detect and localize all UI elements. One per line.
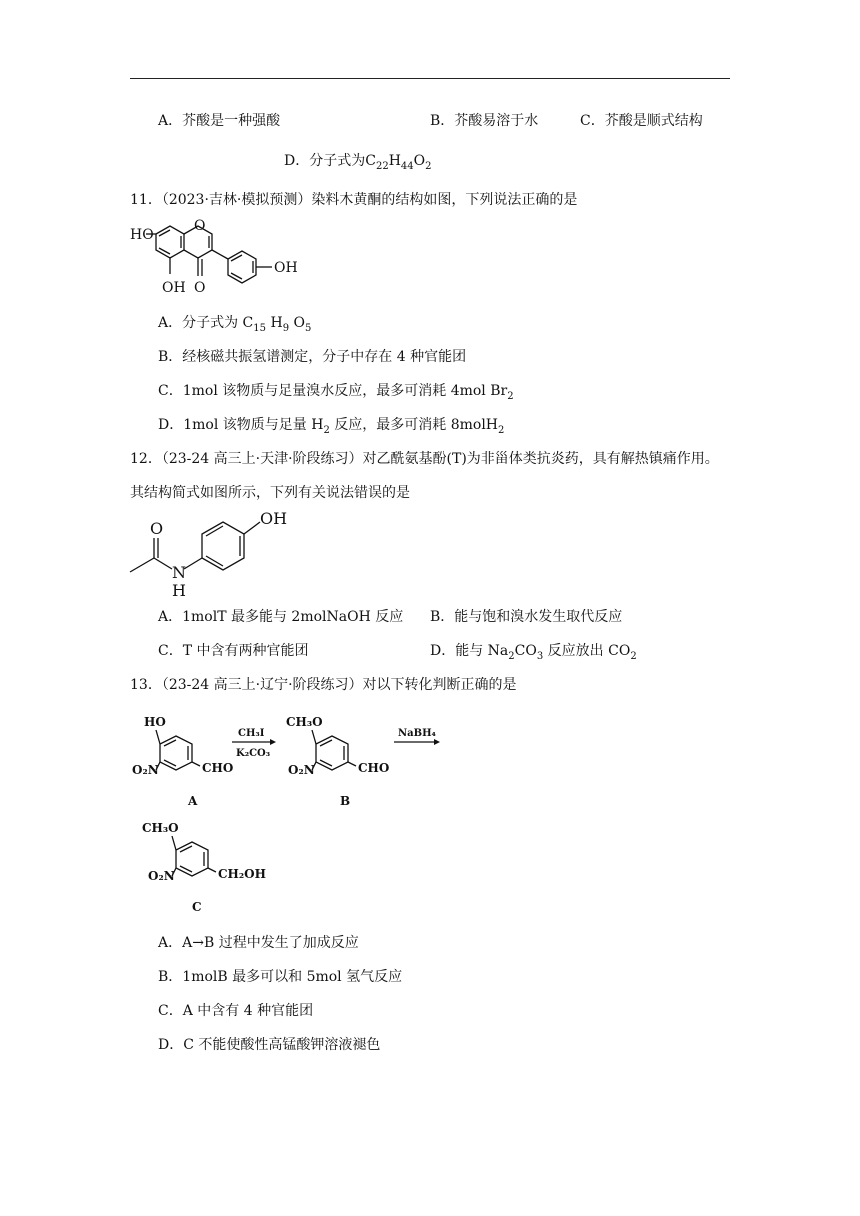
oh-left-label: HO	[130, 227, 154, 243]
q10-option-a[interactable]: A．芥酸是一种强酸	[158, 113, 281, 129]
b-o2n-label: O₂N	[288, 763, 315, 777]
q11-option-d[interactable]	[158, 415, 504, 437]
c-ch3o-label: CH₃O	[142, 821, 179, 835]
reaction-scheme	[128, 712, 468, 922]
q11-stem: 11．（2023·吉林·模拟预测）染料木黄酮的结构如图，下列说法正确的是	[130, 192, 578, 208]
q11-option-d-prefix: D．1mol 该物质与足量 H	[158, 417, 324, 433]
q11-h: H	[266, 315, 283, 331]
q11-o-count: 5	[305, 323, 312, 334]
q11-h-count: 9	[282, 323, 290, 334]
c-ch2oh-label: CH₂OH	[218, 867, 266, 881]
q11-option-c[interactable]	[158, 381, 514, 403]
q12-co: CO	[514, 643, 537, 659]
q11-option-a-prefix: A．分子式为 C	[158, 315, 254, 331]
q12-na-count: 2	[508, 651, 515, 662]
q12-stem-line1: 12．（23-24 高三上·天津·阶段练习）对乙酰氨基酚(T)为非甾体类抗炎药，具有解热镇痛作用。	[130, 451, 719, 467]
a-ho-label: HO	[144, 715, 166, 729]
q12-option-d-prefix: D．能与 Na	[430, 643, 509, 659]
c-o2n-label: O₂N	[148, 869, 175, 883]
oh-right-label: OH	[274, 260, 298, 276]
q11-option-d-sub2: 2	[498, 425, 505, 436]
a-label: A	[188, 794, 198, 808]
formula-c: C	[365, 153, 376, 169]
amide-h-label: H	[172, 581, 186, 600]
q13-option-d[interactable]: D．C 不能使酸性高锰酸钾溶液褪色	[158, 1037, 381, 1053]
q11-option-c-text: C．1mol 该物质与足量溴水反应，最多可消耗 4mol Br	[158, 383, 508, 399]
q13-stem: 13．（23-24 高三上·辽宁·阶段练习）对以下转化判断正确的是	[130, 677, 517, 693]
q10-option-d[interactable]	[284, 151, 432, 173]
formula-h: H	[388, 153, 401, 169]
q10-option-c[interactable]: C．芥酸是顺式结构	[580, 113, 703, 129]
q12-co2-sub: 2	[630, 651, 637, 662]
q10-option-d-prefix: D．分子式为	[284, 153, 366, 169]
oh-bottom-label: OH	[162, 280, 186, 296]
b-ch3o-label: CH₃O	[286, 715, 323, 729]
q12-o-count: 3	[536, 651, 544, 662]
q12-option-a[interactable]: A．1molT 最多能与 2molNaOH 反应	[158, 609, 404, 625]
q13-option-a[interactable]: A．A→B 过程中发生了加成反应	[158, 935, 359, 951]
amide-n-label: N	[172, 563, 186, 582]
genistein-structure	[128, 218, 318, 302]
ring-oxygen-label: O	[194, 218, 206, 234]
q11-o: O	[289, 315, 305, 331]
formula-o: O	[413, 153, 426, 169]
ketone-oxygen-label: O	[194, 280, 206, 296]
phenol-oh-label: OH	[260, 509, 288, 528]
q11-option-d-mid: 反应，最多可消耗 8molH	[329, 417, 499, 433]
c-label: C	[192, 900, 202, 914]
q11-c-count: 15	[253, 323, 267, 334]
q11-option-b[interactable]: B．经核磁共振氢谱测定，分子中存在 4 种官能团	[158, 349, 467, 365]
paracetamol-structure	[128, 508, 308, 600]
compound-a	[132, 715, 233, 808]
q12-option-b[interactable]: B．能与饱和溴水发生取代反应	[430, 609, 623, 625]
carbonyl-o-label: O	[150, 519, 164, 538]
compound-c	[142, 821, 266, 914]
reagent1-bottom: K₂CO₃	[236, 748, 271, 759]
header-rule	[130, 78, 730, 79]
q12-option-d[interactable]	[430, 641, 637, 663]
formula-h-count: 44	[400, 161, 414, 172]
q11-option-d-sub1: 2	[323, 425, 330, 436]
compound-b	[286, 715, 389, 808]
reagent2-top: NaBH₄	[398, 728, 436, 739]
b-label: B	[340, 794, 351, 808]
q13-option-b[interactable]: B．1molB 最多可以和 5mol 氢气反应	[158, 969, 403, 985]
a-cho-label: CHO	[202, 761, 234, 775]
q11-option-c-sub: 2	[507, 391, 514, 402]
q13-option-c[interactable]: C．A 中含有 4 种官能团	[158, 1003, 314, 1019]
q10-option-b[interactable]: B．芥酸易溶于水	[430, 113, 539, 129]
formula-o-count: 2	[425, 161, 432, 172]
q12-option-c[interactable]: C．T 中含有两种官能团	[158, 643, 309, 659]
formula-c-count: 22	[375, 161, 389, 172]
a-o2n-label: O₂N	[132, 763, 159, 777]
reagent1-top: CH₃I	[238, 728, 265, 739]
q12-option-d-mid2: 反应放出 CO	[543, 643, 631, 659]
q12-stem-line2: 其结构简式如图所示，下列有关说法错误的是	[130, 485, 410, 501]
q11-option-a[interactable]	[158, 313, 311, 335]
b-cho-label: CHO	[358, 761, 390, 775]
